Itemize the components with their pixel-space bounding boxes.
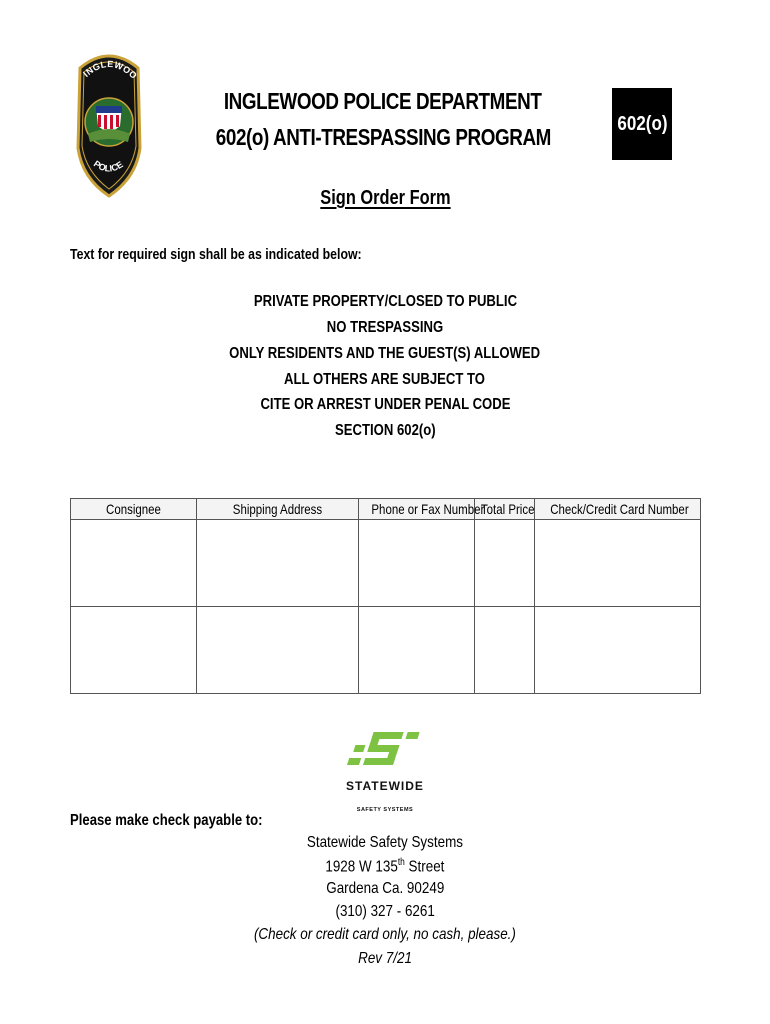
form-title: Sign Order Form xyxy=(319,187,451,209)
column-header-phone-fax: Phone or Fax Number xyxy=(359,499,475,520)
column-header-card-number: Check/Credit Card Number xyxy=(535,499,701,520)
table-header-row xyxy=(71,499,701,520)
payee-company: Statewide Safety Systems xyxy=(306,834,464,851)
svg-text:INGLEWOOD: INGLEWOO xyxy=(81,58,140,82)
svg-text:SAFETY SYSTEMS: SAFETY SYSTEMS xyxy=(356,807,414,813)
payee-phone: (310) 327 - 6261 xyxy=(335,903,435,920)
consignee-cell[interactable] xyxy=(71,607,197,694)
program-title: 602(o) ANTI-TRESPASSING PROGRAM xyxy=(215,124,551,150)
column-header-consignee: Consignee xyxy=(71,499,197,520)
section-code-badge: 602(o) xyxy=(612,88,672,160)
card-number-cell[interactable] xyxy=(535,520,701,607)
shipping-address-cell[interactable] xyxy=(197,520,359,607)
department-title: INGLEWOOD POLICE DEPARTMENT xyxy=(224,88,542,114)
payment-note: (Check or credit card only, no cash, please.) xyxy=(254,926,516,943)
order-table xyxy=(70,498,701,694)
column-header-total-price: Total Price xyxy=(475,499,535,520)
table-row xyxy=(71,520,701,607)
statewide-logo xyxy=(345,728,425,816)
phone-fax-cell[interactable] xyxy=(359,520,475,607)
sign-text-line: PRIVATE PROPERTY/CLOSED TO PUBLIC xyxy=(253,293,517,310)
svg-text:POLICE: POLICE xyxy=(91,158,125,174)
total-price-cell[interactable] xyxy=(475,607,535,694)
revision-label: Rev 7/21 xyxy=(358,950,412,967)
sign-text-line: NO TRESPASSING xyxy=(326,319,444,336)
phone-fax-cell[interactable] xyxy=(359,607,475,694)
svg-text:STATEWIDE: STATEWIDE xyxy=(346,779,424,793)
shipping-address-cell[interactable] xyxy=(197,607,359,694)
payee-city: Gardena Ca. 90249 xyxy=(325,880,445,897)
total-price-cell[interactable] xyxy=(475,520,535,607)
payee-street: 1928 W 135th Street xyxy=(325,857,445,876)
consignee-cell[interactable] xyxy=(71,520,197,607)
sign-text-line: ALL OTHERS ARE SUBJECT TO xyxy=(284,371,486,388)
payable-label: Please make check payable to: xyxy=(70,812,263,829)
sign-instructions: Text for required sign shall be as indicated below: xyxy=(70,246,362,263)
column-header-shipping-address: Shipping Address xyxy=(197,499,359,520)
sign-text-line: ONLY RESIDENTS AND THE GUEST(S) ALLOWED xyxy=(229,345,541,362)
sign-text-line: SECTION 602(o) xyxy=(334,422,436,439)
table-row xyxy=(71,607,701,694)
card-number-cell[interactable] xyxy=(535,607,701,694)
sign-text-line: CITE OR ARREST UNDER PENAL CODE xyxy=(259,396,511,413)
